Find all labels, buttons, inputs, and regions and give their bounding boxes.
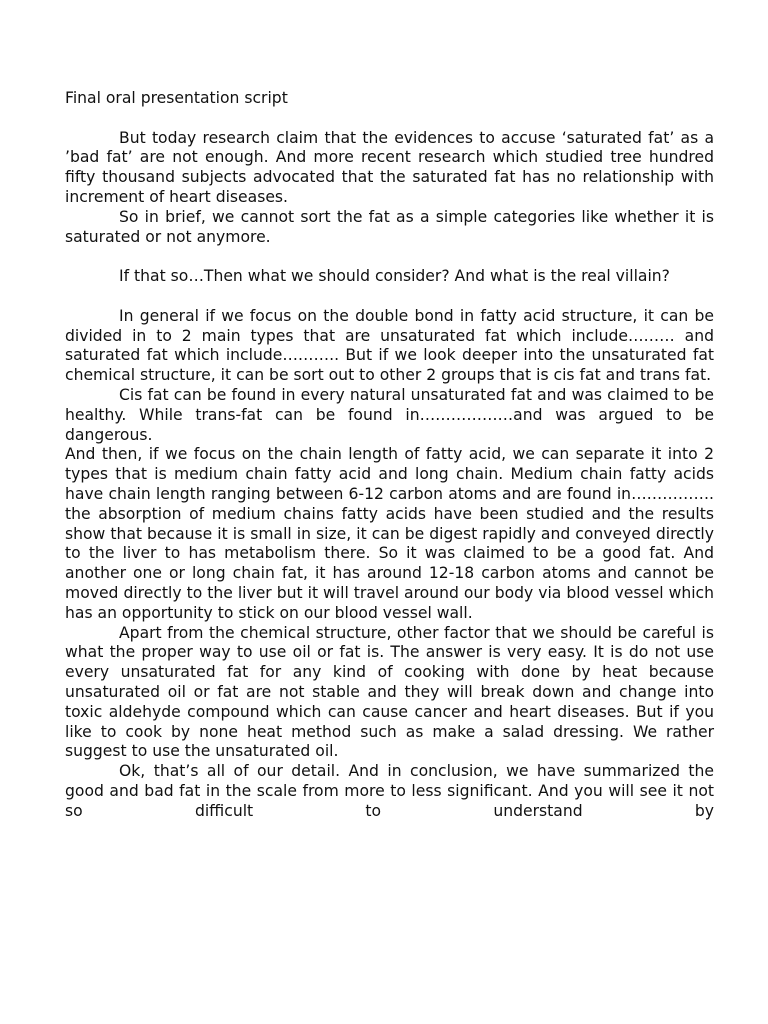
document-title: Final oral presentation script	[65, 89, 288, 107]
blank-line	[65, 247, 714, 267]
document-body	[65, 89, 714, 821]
paragraph-proper-use: Apart from the chemical structure, other factor that we should be careful is what the proper way to use oil or fat is. The answer is very easy. It is do not use every unsaturated fat for any kind of cooking with done by heat because unsaturated oil or fat are not stable and they will break down and change into toxic aldehyde compound which can cause cancer and heart diseases. But if you like to cook by none heat method such as make a salad dressing. We rather suggest to use the unsaturated oil.	[65, 623, 714, 761]
blank-line	[65, 109, 714, 129]
paragraph-double-bond-types: In general if we focus on the double bond in fatty acid structure, it can be divided in to 2 main types that are unsaturated fat which include……… and saturated fat which include……….. But if we look deeper into the unsaturated fat chemical structure, it can be sort out to other 2 groups that is cis fat and trans fat.	[65, 306, 714, 385]
paragraph-real-villain-question: If that so…Then what we should consider? And what is the real villain?	[119, 267, 670, 286]
paragraph-in-brief: So in brief, we cannot sort the fat as a simple categories like whether it is saturated or not anymore.	[65, 207, 714, 246]
blank-line	[65, 287, 714, 307]
paragraph-chain-length: And then, if we focus on the chain length of fatty acid, we can separate it into 2 types that is medium chain fatty acid and long chain. Medium chain fatty acids have chain length ranging between 6-12 carbon atoms and are found in……………. the absorption of medium chains fatty acids have been studied and the results show that because it is small in size, it can be digest rapidly and conveyed directly to the liver to has metabolism there. So it was claimed to be a good fat. And another one or long chain fat, it has around 12-18 carbon atoms and cannot be moved directly to the liver but it will travel around our body via blood vessel which has an opportunity to stick on our blood vessel wall.	[65, 445, 714, 622]
paragraph-conclusion: Ok, that’s all of our detail. And in conclusion, we have summarized the good and bad fat in the scale from more to less significant. And you will see it not so difficult to understand by	[65, 762, 714, 820]
paragraph-cis-trans-fat: Cis fat can be found in every natural unsaturated fat and was claimed to be healthy. While trans-fat can be found in………………and was argued to be dangerous.	[65, 385, 714, 444]
paragraph-saturated-fat-research: But today research claim that the evidences to accuse ‘saturated fat’ as a ’bad fat’ are not enough. And more recent research which studied tree hundred fifty thousand subjects advocated that the saturated fat has no relationship with increment of heart diseases.	[65, 128, 714, 206]
